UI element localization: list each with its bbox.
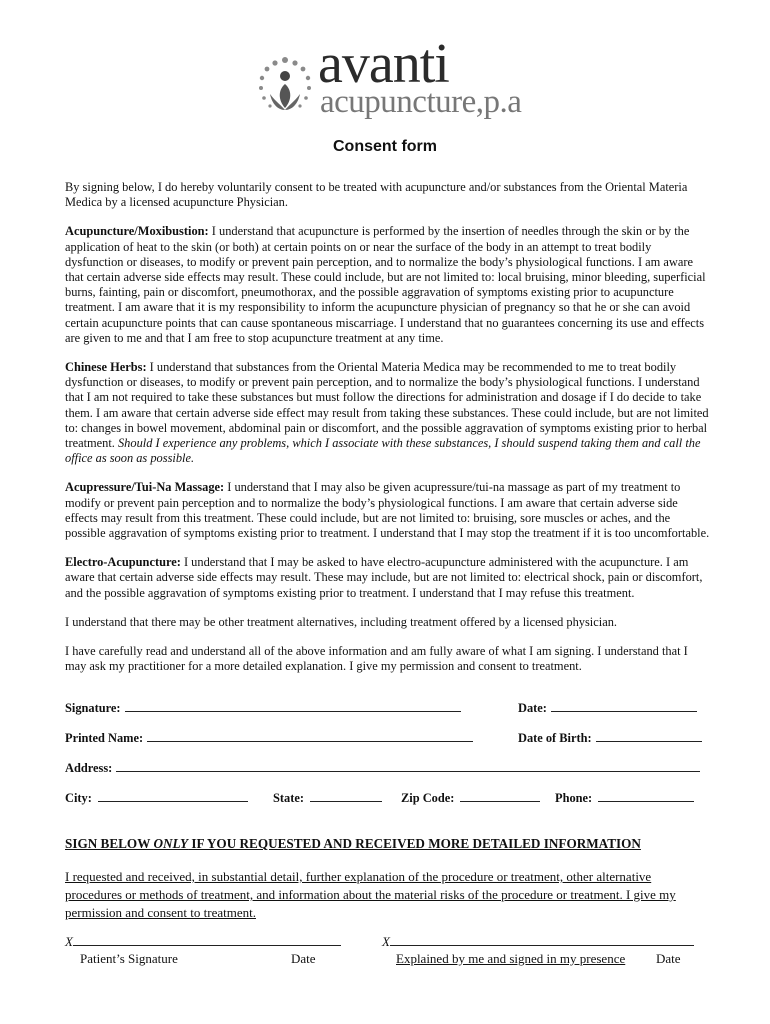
detailed-info-text: I requested and received, in substantial detail, further explanation of the procedure or treatment, other alternative procedures or methods of treatment, and information about the material risks of the procedure or treatment. I give my permission and consent to treatment. [65, 869, 676, 920]
printed-name-field[interactable] [147, 730, 473, 742]
page-title: Consent form [333, 138, 437, 155]
patient-date-label: Date [291, 951, 316, 966]
explained-label: Explained by me and signed in my presence [396, 951, 626, 966]
phone-field[interactable] [598, 790, 694, 802]
city-field[interactable] [98, 790, 248, 802]
lotus-dots-icon [256, 54, 314, 118]
detailed-info-heading [65, 836, 641, 852]
state-label: State: [273, 791, 304, 805]
electro-paragraph [65, 555, 710, 601]
acupuncture-paragraph [65, 224, 710, 346]
acupuncture-heading: Acupuncture/Moxibustion: [65, 224, 209, 239]
practitioner-date-label: Date [656, 951, 681, 966]
herbs-heading: Chinese Herbs: [65, 360, 147, 375]
logo-wordmark: avanti [318, 33, 449, 95]
date-label: Date: [518, 701, 547, 715]
date-field[interactable] [551, 700, 697, 712]
printed-name-label: Printed Name: [65, 731, 144, 745]
heading-pre: SIGN BELOW [65, 836, 154, 851]
electro-text: I understand that I may be asked to have electro-acupuncture administered with the acupuncture. I am aware that certain adverse side effects may result. These may include, but are not limited to: electrical shock, pain or discomfort, and the possible aggravation of symptoms existing prior to treatment. I understand that I may refuse this treatment. [65, 555, 703, 600]
avanti-logo [256, 33, 536, 126]
x-mark-2: X [382, 934, 390, 949]
signature-field[interactable] [125, 700, 461, 712]
heading-only: ONLY [153, 836, 189, 851]
herbs-paragraph [65, 360, 710, 466]
city-label: City: [65, 791, 92, 805]
patient-signature-line[interactable] [65, 933, 341, 950]
electro-heading: Electro-Acupuncture: [65, 555, 181, 570]
herbs-warning: Should I experience any problems, which I associate with these substances, I should suspend taking them and call the office as soon as possible. [65, 436, 701, 466]
acupressure-text: I understand that I may also be given acupressure/tui-na massage as part of my treatment to modify or prevent pain perception and to normalize the body’s physiological functions. I am aware that certain adverse side effects may result from this treatment. These could include, but are not limited to: bruising, sore muscles or aches, and the possible aggravation of symptoms existing prior to treatment. I understand that I may stop the treatment if it is too uncomfortable. [65, 480, 710, 541]
dob-label: Date of Birth: [518, 731, 592, 745]
practitioner-signature-underline [390, 933, 694, 946]
intro-paragraph: By signing below, I do hereby voluntarily consent to be treated with acupuncture and/or substances from the Oriental Materia Medica by a licensed acupuncture Physician. [65, 180, 688, 210]
acupuncture-text: I understand that acupuncture is performed by the insertion of needles through the skin or by the application of heat to the skin (or both) at certain points on or near the surface of the body in an attempt to treat bodily dysfunction or diseases, to modify or prevent pain perception, and to normalize the body’s physiological functions. I am aware that certain adverse side effects may result. These could include, but are not limited to: local bruising, minor bleeding, superficial burns, fainting, pain or discomfort, pneumothorax, and the possible aggravation of symptoms existing prior to acupuncture treatment. I am aware that it is my responsibility to inform the acupuncture physician of pregnancy so that he or she can avoid certain acupuncture points that can cause spontaneous miscarriage. I understand that no guarantees concerning its use and effects are given to me and that I am free to stop acupuncture treatment at any time. [65, 224, 706, 345]
acupressure-heading: Acupressure/Tui-Na Massage: [65, 480, 225, 495]
zip-label: Zip Code: [401, 791, 455, 805]
x-mark: X [65, 934, 73, 949]
alternatives-paragraph: I understand that there may be other treatment alternatives, including treatment offered by a licensed physician. [65, 614, 617, 629]
address-field[interactable] [116, 760, 700, 772]
consent-text [65, 180, 710, 688]
acknowledgement-paragraph: I have carefully read and understand all of the above information and am fully aware of what I am signing. I understand that I may ask my practitioner for a more detailed explanation. I give my permission and consent to treatment. [65, 644, 688, 674]
signature-label: Signature: [65, 701, 121, 715]
logo-subtitle: acupuncture,p.a [320, 84, 522, 120]
dob-field[interactable] [596, 730, 702, 742]
patient-signature-underline [73, 933, 341, 946]
acupressure-paragraph [65, 480, 710, 541]
phone-label: Phone: [555, 791, 593, 805]
zip-field[interactable] [460, 790, 540, 802]
patient-signature-label: Patient’s Signature [80, 951, 178, 966]
practitioner-signature-line[interactable] [382, 933, 694, 950]
address-label: Address: [65, 761, 113, 775]
state-field[interactable] [310, 790, 382, 802]
heading-post: IF YOU REQUESTED AND RECEIVED MORE DETAILED INFORMATION [188, 836, 641, 851]
herbs-text: I understand that substances from the Oriental Materia Medica may be recommended to me to treat bodily dysfunction or diseases, to modify or prevent pain perception, and to normalize the body’s physiological functions. I understand that I am not required to take these substances but must follow the directions for administration and dosage if I do decide to take them. I am aware that certain adverse side effect may result from taking these substances. These could include, but are not limited to: changes in bowel movement, abdominal pain or discomfort, and the possible aggravation of symptoms existing prior to herbal treatment. [65, 360, 709, 451]
